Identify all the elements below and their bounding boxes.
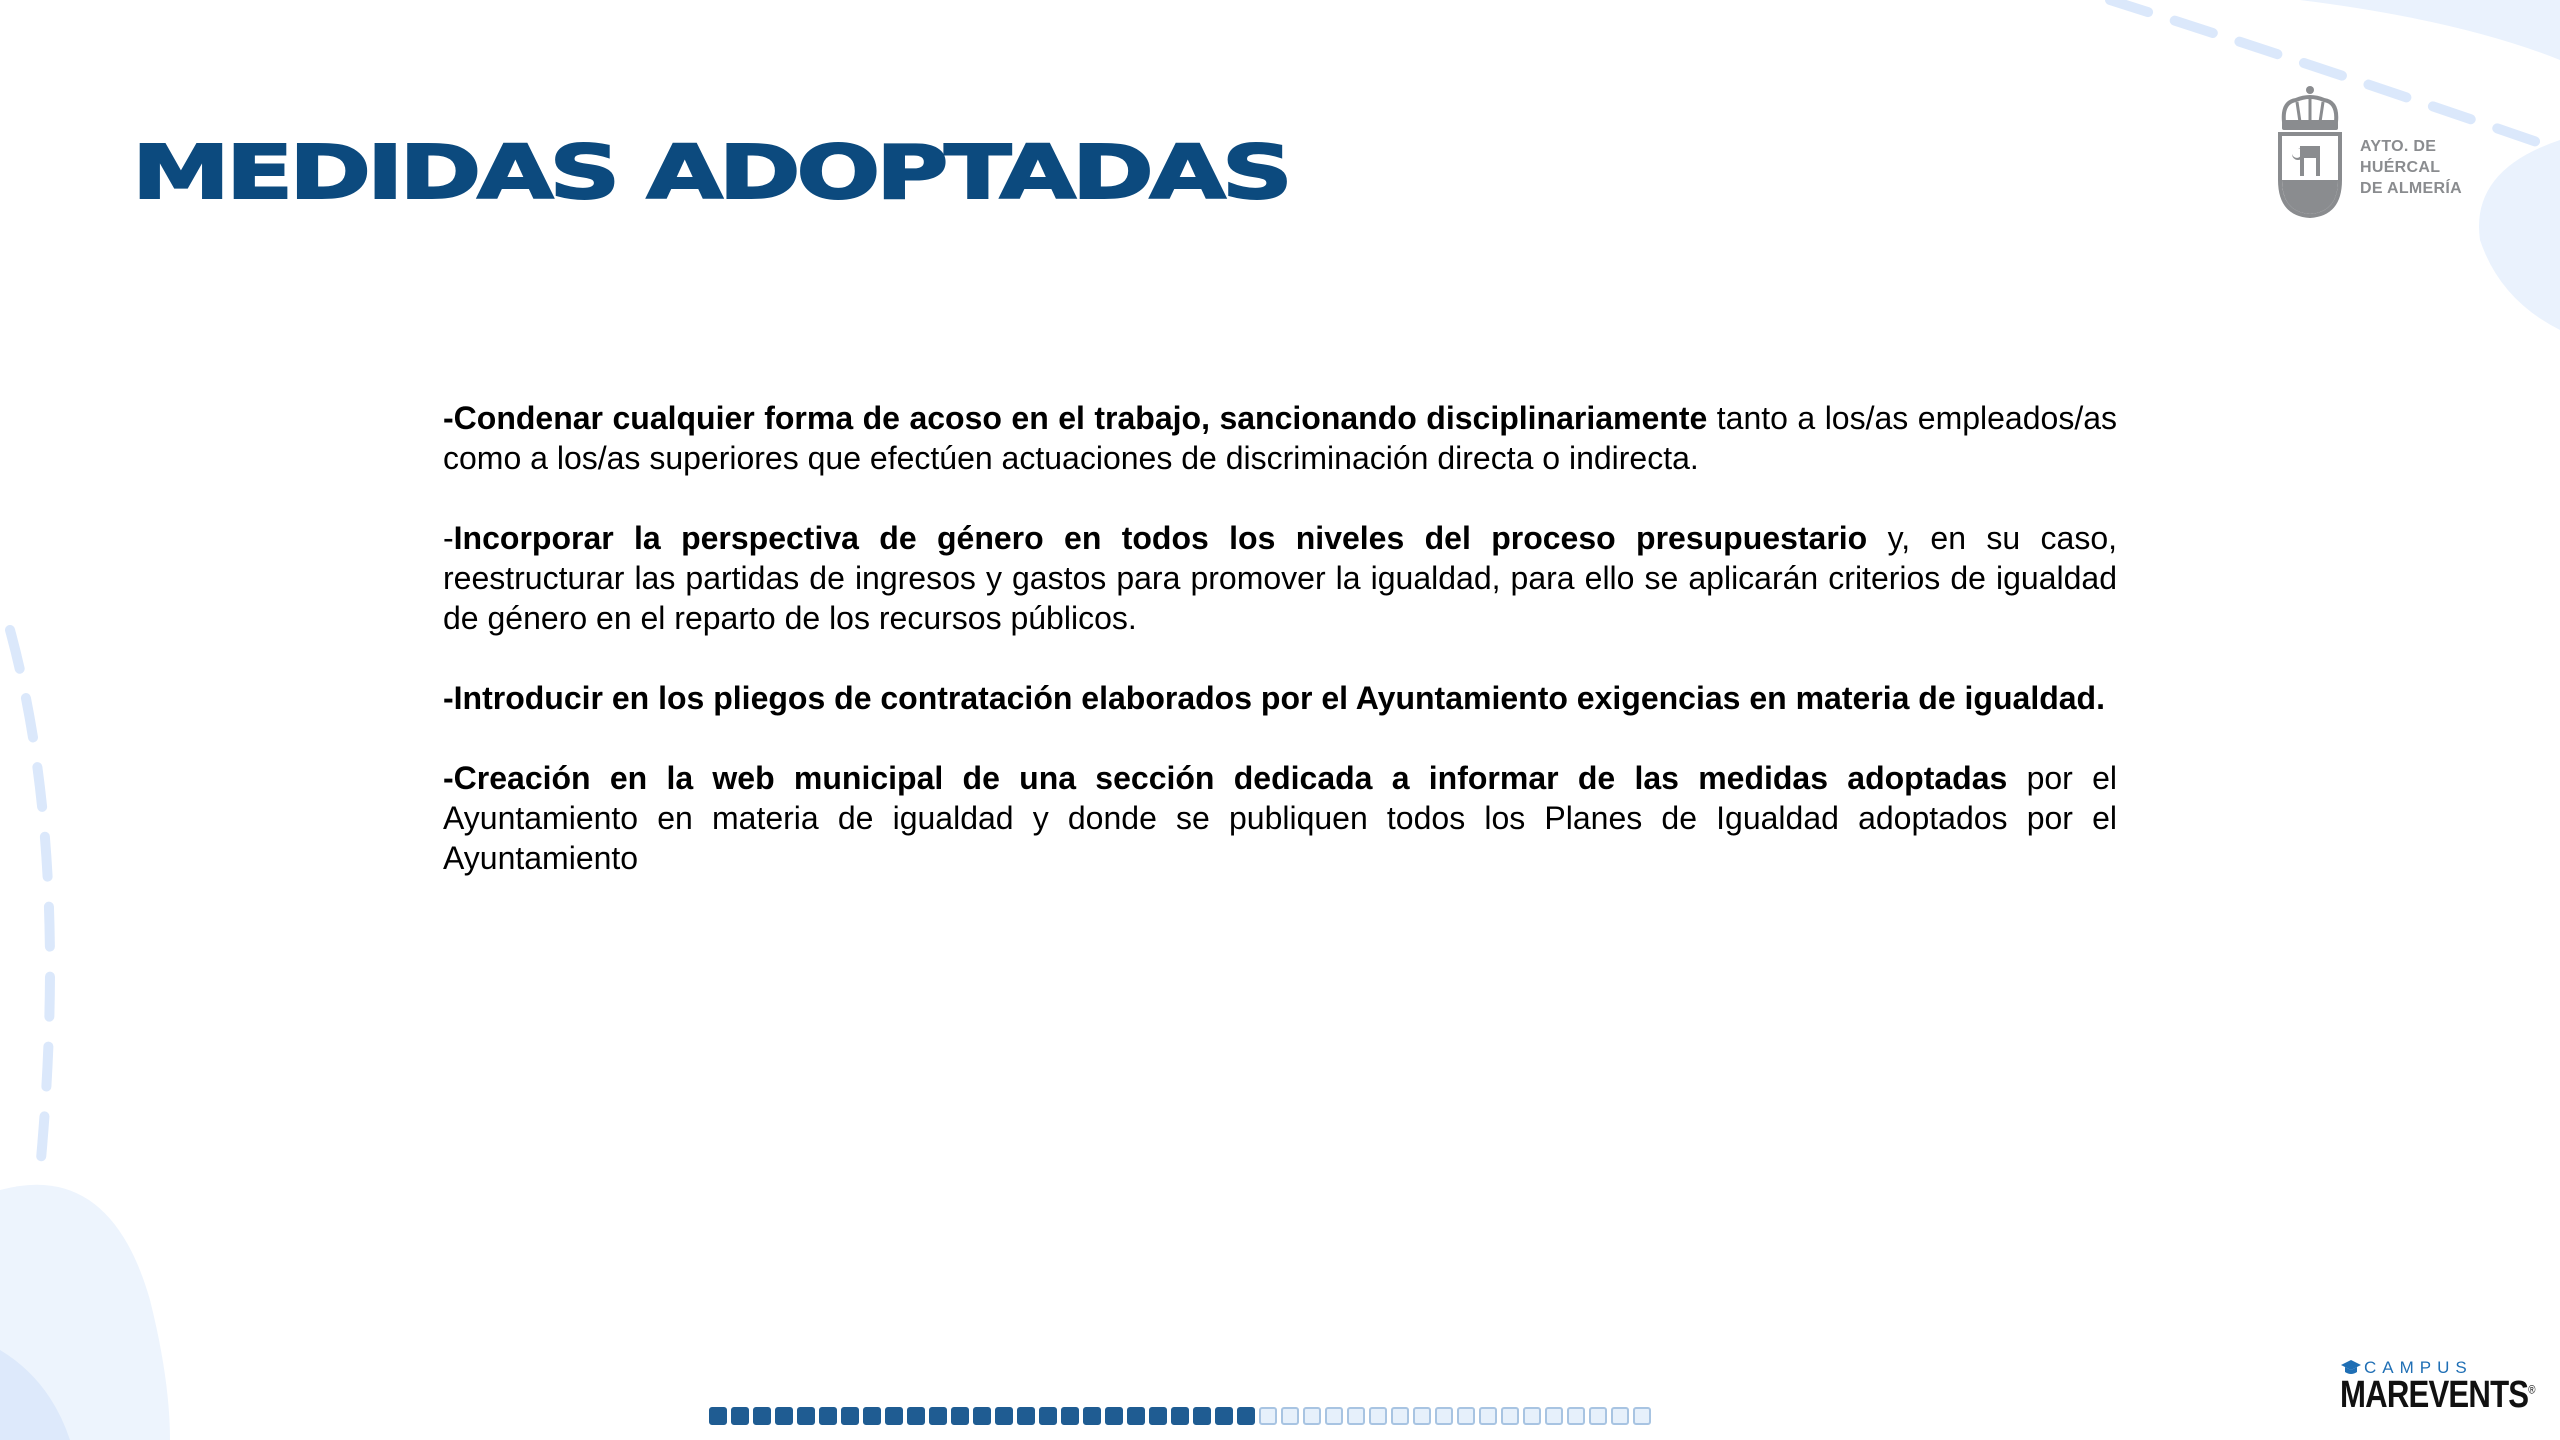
progress-segment-complete xyxy=(929,1407,947,1425)
progress-segment-complete xyxy=(995,1407,1013,1425)
progress-segment-complete xyxy=(1149,1407,1167,1425)
progress-segment-pending xyxy=(1281,1407,1299,1425)
progress-segment-complete xyxy=(731,1407,749,1425)
progress-segment-pending xyxy=(1369,1407,1387,1425)
progress-segment-complete xyxy=(1127,1407,1145,1425)
measure-paragraph xyxy=(443,398,2117,478)
coat-of-arms-icon xyxy=(2270,80,2350,220)
progress-segment-pending xyxy=(1545,1407,1563,1425)
campus-marevents-logo xyxy=(2340,1358,2540,1418)
progress-segment-pending xyxy=(1325,1407,1343,1425)
registered-mark: ® xyxy=(2528,1382,2535,1397)
progress-segment-complete xyxy=(1193,1407,1211,1425)
measure-paragraph xyxy=(443,678,2117,718)
measure-text: y, en su caso, reestructurar las partidas de ingresos y gastos para promover la igualdad, para ello se aplicarán criterios de igualdad de género en el reparto de los recursos públicos. xyxy=(443,520,2118,636)
marevents-wordmark xyxy=(2340,1374,2535,1417)
progress-segment-pending xyxy=(1567,1407,1585,1425)
slide-progress-bar xyxy=(709,1407,1651,1429)
measure-text: por el Ayuntamiento en materia de igualdad y donde se publiquen todos los Planes de Igualdad adoptados por el Ayuntamiento xyxy=(443,760,2118,876)
progress-segment-complete xyxy=(951,1407,969,1425)
logo-line-3: DE ALMERÍA xyxy=(2360,180,2462,197)
logo-line-1: AYTO. DE xyxy=(2360,138,2437,155)
measures-list xyxy=(443,398,2117,918)
ayuntamiento-logo xyxy=(2270,80,2490,230)
measure-paragraph xyxy=(443,758,2117,878)
progress-segment-complete xyxy=(797,1407,815,1425)
measure-paragraph xyxy=(443,518,2117,638)
progress-segment-pending xyxy=(1391,1407,1409,1425)
progress-segment-complete xyxy=(775,1407,793,1425)
progress-segment-complete xyxy=(1039,1407,1057,1425)
measure-bold-text: Incorporar la perspectiva de género en todos los niveles del proceso presupuestario xyxy=(453,520,1868,556)
progress-segment-pending xyxy=(1457,1407,1475,1425)
progress-segment-pending xyxy=(1259,1407,1277,1425)
progress-segment-complete xyxy=(1061,1407,1079,1425)
progress-segment-complete xyxy=(863,1407,881,1425)
progress-segment-complete xyxy=(1171,1407,1189,1425)
marevents-label: MAREVENTS xyxy=(2340,1374,2529,1416)
progress-segment-pending xyxy=(1435,1407,1453,1425)
progress-segment-complete xyxy=(1017,1407,1035,1425)
progress-segment-pending xyxy=(1501,1407,1519,1425)
progress-segment-complete xyxy=(973,1407,991,1425)
progress-segment-pending xyxy=(1523,1407,1541,1425)
progress-segment-complete xyxy=(907,1407,925,1425)
progress-segment-complete xyxy=(885,1407,903,1425)
page-title: MEDIDAS ADOPTADAS xyxy=(132,130,1289,216)
campus-label: CAMPUS xyxy=(2364,1358,2473,1377)
progress-segment-complete xyxy=(1083,1407,1101,1425)
progress-segment-pending xyxy=(1589,1407,1607,1425)
logo-line-2: HUÉRCAL xyxy=(2360,159,2441,176)
progress-segment-pending xyxy=(1347,1407,1365,1425)
progress-segment-pending xyxy=(1633,1407,1651,1425)
progress-segment-complete xyxy=(1105,1407,1123,1425)
progress-segment-pending xyxy=(1479,1407,1497,1425)
progress-segment-complete xyxy=(753,1407,771,1425)
measure-text: tanto a los/as empleados/as como a los/as superiores que efectúen actuaciones de discriminación directa o indirecta. xyxy=(443,400,2118,476)
progress-segment-pending xyxy=(1611,1407,1629,1425)
measure-lead: - xyxy=(443,520,454,556)
progress-segment-complete xyxy=(1237,1407,1255,1425)
progress-segment-pending xyxy=(1413,1407,1431,1425)
progress-segment-complete xyxy=(709,1407,727,1425)
progress-segment-complete xyxy=(1215,1407,1233,1425)
measure-bold-text: -Introducir en los pliegos de contratación elaborados por el Ayuntamiento exigencias en materia de igualdad. xyxy=(443,680,2105,716)
progress-segment-complete xyxy=(841,1407,859,1425)
measure-bold-text: -Creación en la web municipal de una sección dedicada a informar de las medidas adoptadas xyxy=(443,760,2008,796)
progress-segment-complete xyxy=(819,1407,837,1425)
measure-bold-text: -Condenar cualquier forma de acoso en el trabajo, sancionando disciplinariamente xyxy=(443,400,1708,436)
progress-segment-pending xyxy=(1303,1407,1321,1425)
